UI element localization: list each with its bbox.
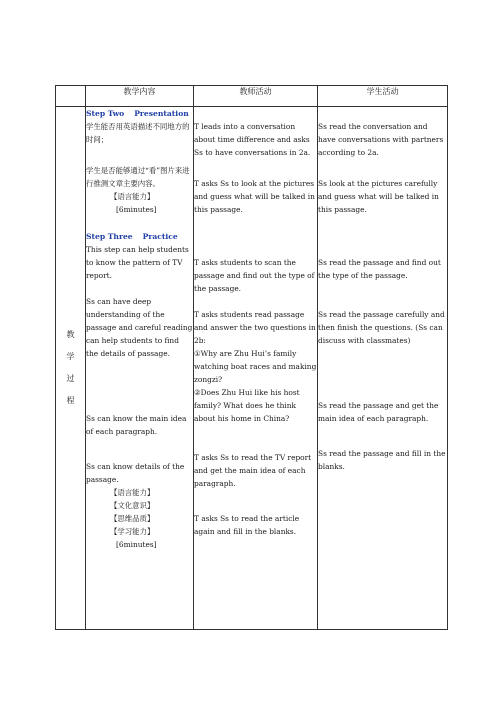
content-item-2-tag: 【语言能力】: [110, 192, 155, 201]
content-item-2: 学生是否能够通过“看”图片来进行推测文章主要内容。: [86, 166, 190, 188]
content-column: [86, 107, 194, 630]
side-char-2: 学: [66, 352, 75, 361]
lesson-plan-table: [55, 85, 448, 630]
content-item-3: This step can help students to know the pattern of TV report.: [86, 245, 189, 280]
content-item-4-block: [86, 295, 193, 360]
content-item-5-block: [86, 412, 193, 438]
header-teacher: 教师活动: [194, 86, 318, 107]
teacher-item-4-question-2: ②Does Zhu Hui like his host family? What does he think about his home in China?: [194, 388, 300, 423]
teacher-item-6: T asks Ss to read the article again and fill in the blanks.: [194, 514, 300, 536]
content-item-6-tag-2: 【文化意识】: [110, 501, 155, 510]
step2-heading: [86, 107, 193, 120]
content-item-5: Ss can know the main idea of each paragraph.: [86, 414, 187, 436]
content-step2: [86, 107, 193, 146]
student-item-1: Ss read the conversation and have conversations with partners according to 2a.: [318, 122, 444, 157]
teacher-item-4: T asks students read passage and answer the two questions in 2b:: [194, 310, 316, 345]
content-item-6-tag-3: 【思维品质】: [110, 514, 155, 523]
teacher-item-4-question-1: ①Why are Zhu Hui’s family watching boat races and making zongzi?: [194, 349, 317, 384]
content-item-6-time: [6minutes]: [116, 540, 157, 549]
teacher-item-3: T asks students to scan the passage and find out the type of the passage.: [194, 258, 315, 293]
teacher-item-2: T asks Ss to look at the pictures and guess what will be talked in this passage.: [194, 179, 315, 214]
step2-title: Step Two: [86, 109, 125, 118]
header-blank: [56, 86, 86, 107]
side-char-1: 教: [66, 330, 75, 339]
student-item-3: Ss read the passage and find out the type of the passage.: [318, 258, 441, 280]
student-item-4: Ss read the passage carefully and then finish the questions. (Ss can discuss with classmates): [318, 310, 445, 345]
header-content: 教学内容: [86, 86, 194, 107]
content-item-6-tag-4: 【学习能力】: [110, 527, 155, 536]
header-row: [56, 86, 448, 107]
content-item-6: Ss can know details of the passage.: [86, 462, 185, 484]
content-step3: [86, 230, 193, 282]
teacher-item-1: T leads into a conversation about time difference and asks Ss to have conversations in 2a.: [194, 122, 311, 157]
step3-title: Step Three: [86, 232, 133, 241]
step2-subtitle: Presentation: [134, 109, 189, 118]
side-char-3: 过: [66, 374, 75, 383]
student-column: [318, 107, 448, 630]
step3-heading: [86, 230, 193, 243]
content-item-6-tag-1: 【语言能力】: [110, 488, 155, 497]
content-item-2-block: [86, 164, 193, 216]
side-char-4: 程: [66, 396, 75, 405]
content-item-6-block: [86, 460, 193, 551]
content-item-4: Ss can have deep understanding of the passage and careful reading can help students to find the details of passage.: [86, 297, 193, 358]
header-student: 学生活动: [318, 86, 448, 107]
student-item-6: Ss read the passage and fill in the blanks.: [318, 449, 446, 471]
teacher-column: [194, 107, 318, 630]
lesson-plan-sheet: [55, 85, 447, 630]
student-item-5: Ss read the passage and get the main idea of each paragraph.: [318, 401, 439, 423]
content-item-2-time: [6minutes]: [116, 205, 157, 214]
teacher-item-4-block: [194, 308, 317, 425]
teacher-item-5: T asks Ss to read the TV report and get the main idea of each paragraph.: [194, 453, 312, 488]
student-item-2: Ss look at the pictures carefully and guess what will be talked in this passage.: [318, 179, 439, 214]
side-label: [56, 107, 86, 630]
content-item-1: 学生能否用英语描述不同地方的时间；: [86, 122, 190, 144]
body-row: [56, 107, 448, 630]
step3-subtitle: Practice: [142, 232, 178, 241]
